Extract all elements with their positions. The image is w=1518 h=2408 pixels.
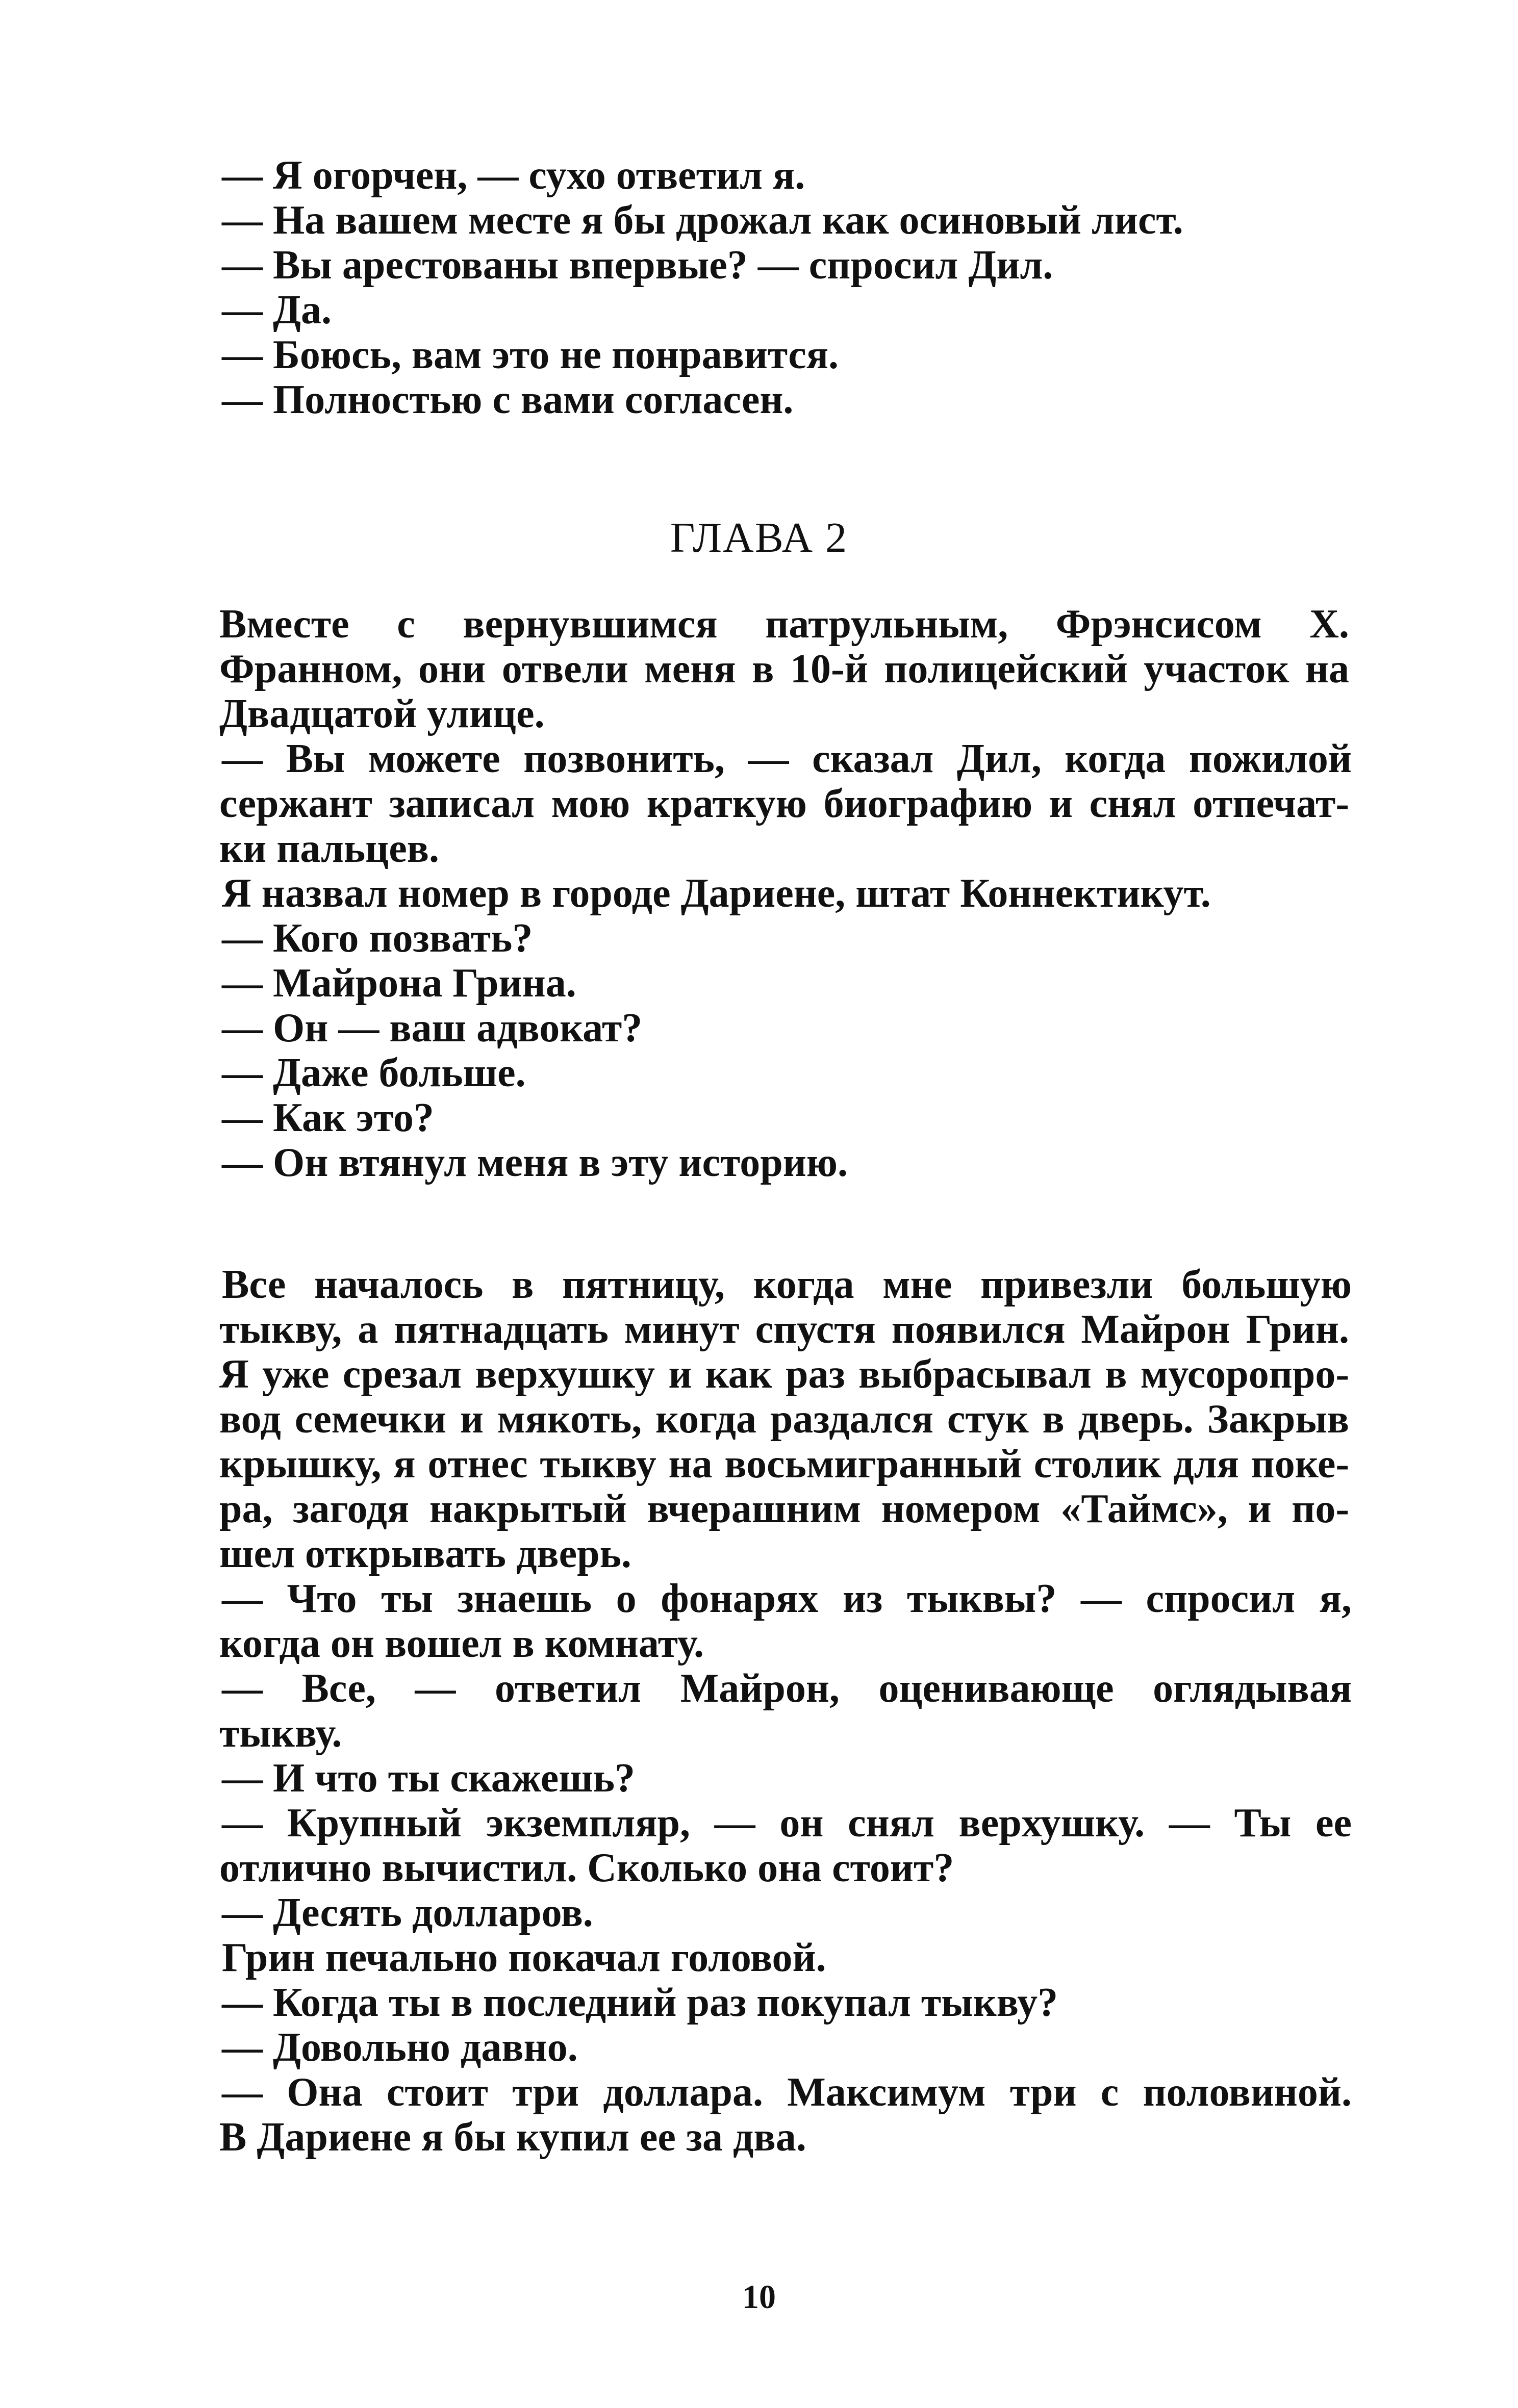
- text-line: — Кого позвать?: [222, 916, 533, 961]
- text-line: — Я огорчен, — сухо ответил я.: [222, 153, 805, 198]
- text-line: — Довольно давно.: [222, 2025, 578, 2070]
- text-line: ки пальцев.: [219, 826, 439, 871]
- text-line: — Когда ты в последний раз покупал тыкву?: [222, 1980, 1058, 2025]
- text-line: Я назвал номер в городе Дариене, штат Коннектикут.: [222, 871, 1211, 916]
- text-line: Я уже срезал верхушку и как раз выбрасывал в мусоропро-: [219, 1352, 1349, 1397]
- text-line: — Как это?: [222, 1095, 434, 1140]
- text-line: — Все, — ответил Майрон, оценивающе оглядывая: [222, 1666, 1352, 1711]
- text-line: Двадцатой улице.: [219, 691, 545, 736]
- text-line: — На вашем месте я бы дрожал как осиновый лист.: [222, 198, 1183, 243]
- text-line: — Вы арестованы впервые? — спросил Дил.: [222, 243, 1053, 288]
- text-line: — Боюсь, вам это не понравится.: [222, 332, 839, 377]
- page-number: 10: [742, 2278, 776, 2316]
- text-line: — Даже больше.: [222, 1051, 526, 1095]
- text-line: тыкву.: [219, 1711, 342, 1756]
- text-line: Все началось в пятницу, когда мне привезли большую: [222, 1262, 1352, 1307]
- text-line: сержант записал мою краткую биографию и снял отпечат-: [219, 781, 1349, 826]
- text-line: ра, загодя накрытый вчерашним номером «Таймс», и по-: [219, 1487, 1349, 1531]
- text-line: Грин печально покачал головой.: [222, 1935, 826, 1980]
- text-line: — Она стоит три доллара. Максимум три с половиной.: [222, 2070, 1352, 2115]
- text-line: — Полностью с вами согласен.: [222, 377, 794, 422]
- text-line: Вместе с вернувшимся патрульным, Фрэнсисом Х.: [219, 602, 1349, 647]
- text-line: — Майрона Грина.: [222, 961, 576, 1006]
- text-line: тыкву, а пятнадцать минут спустя появился Майрон Грин.: [219, 1307, 1349, 1352]
- text-line: — Крупный экземпляр, — он снял верхушку. — Ты ее: [222, 1801, 1352, 1846]
- text-line: — Что ты знаешь о фонарях из тыквы? — спросил я,: [222, 1576, 1352, 1621]
- text-line: Франном, они отвели меня в 10-й полицейский участок на: [219, 647, 1349, 691]
- chapter-title: ГЛАВА 2: [670, 514, 848, 561]
- text-line: — Он — ваш адвокат?: [222, 1006, 643, 1051]
- story-block: [219, 1262, 1352, 2160]
- text-line: В Дариене я бы купил ее за два.: [219, 2115, 806, 2160]
- text-line: крышку, я отнес тыкву на восьмигранный столик для поке-: [219, 1442, 1349, 1487]
- text-line: — Он втянул меня в эту историю.: [222, 1140, 848, 1185]
- dialogue-block-top: [222, 153, 1344, 422]
- text-line: — И что ты скажешь?: [222, 1756, 636, 1801]
- text-line: отлично вычистил. Сколько она стоит?: [219, 1846, 954, 1890]
- text-line: шел открывать дверь.: [219, 1531, 631, 1576]
- text-line: — Десять долларов.: [222, 1890, 593, 1935]
- text-line: — Вы можете позвонить, — сказал Дил, когда пожилой: [222, 736, 1352, 781]
- text-line: когда он вошел в комнату.: [219, 1621, 704, 1666]
- text-line: — Да.: [222, 288, 332, 332]
- text-line: вод семечки и мякоть, когда раздался стук в дверь. Закрыв: [219, 1397, 1349, 1442]
- chapter-opening-block: [219, 602, 1352, 1185]
